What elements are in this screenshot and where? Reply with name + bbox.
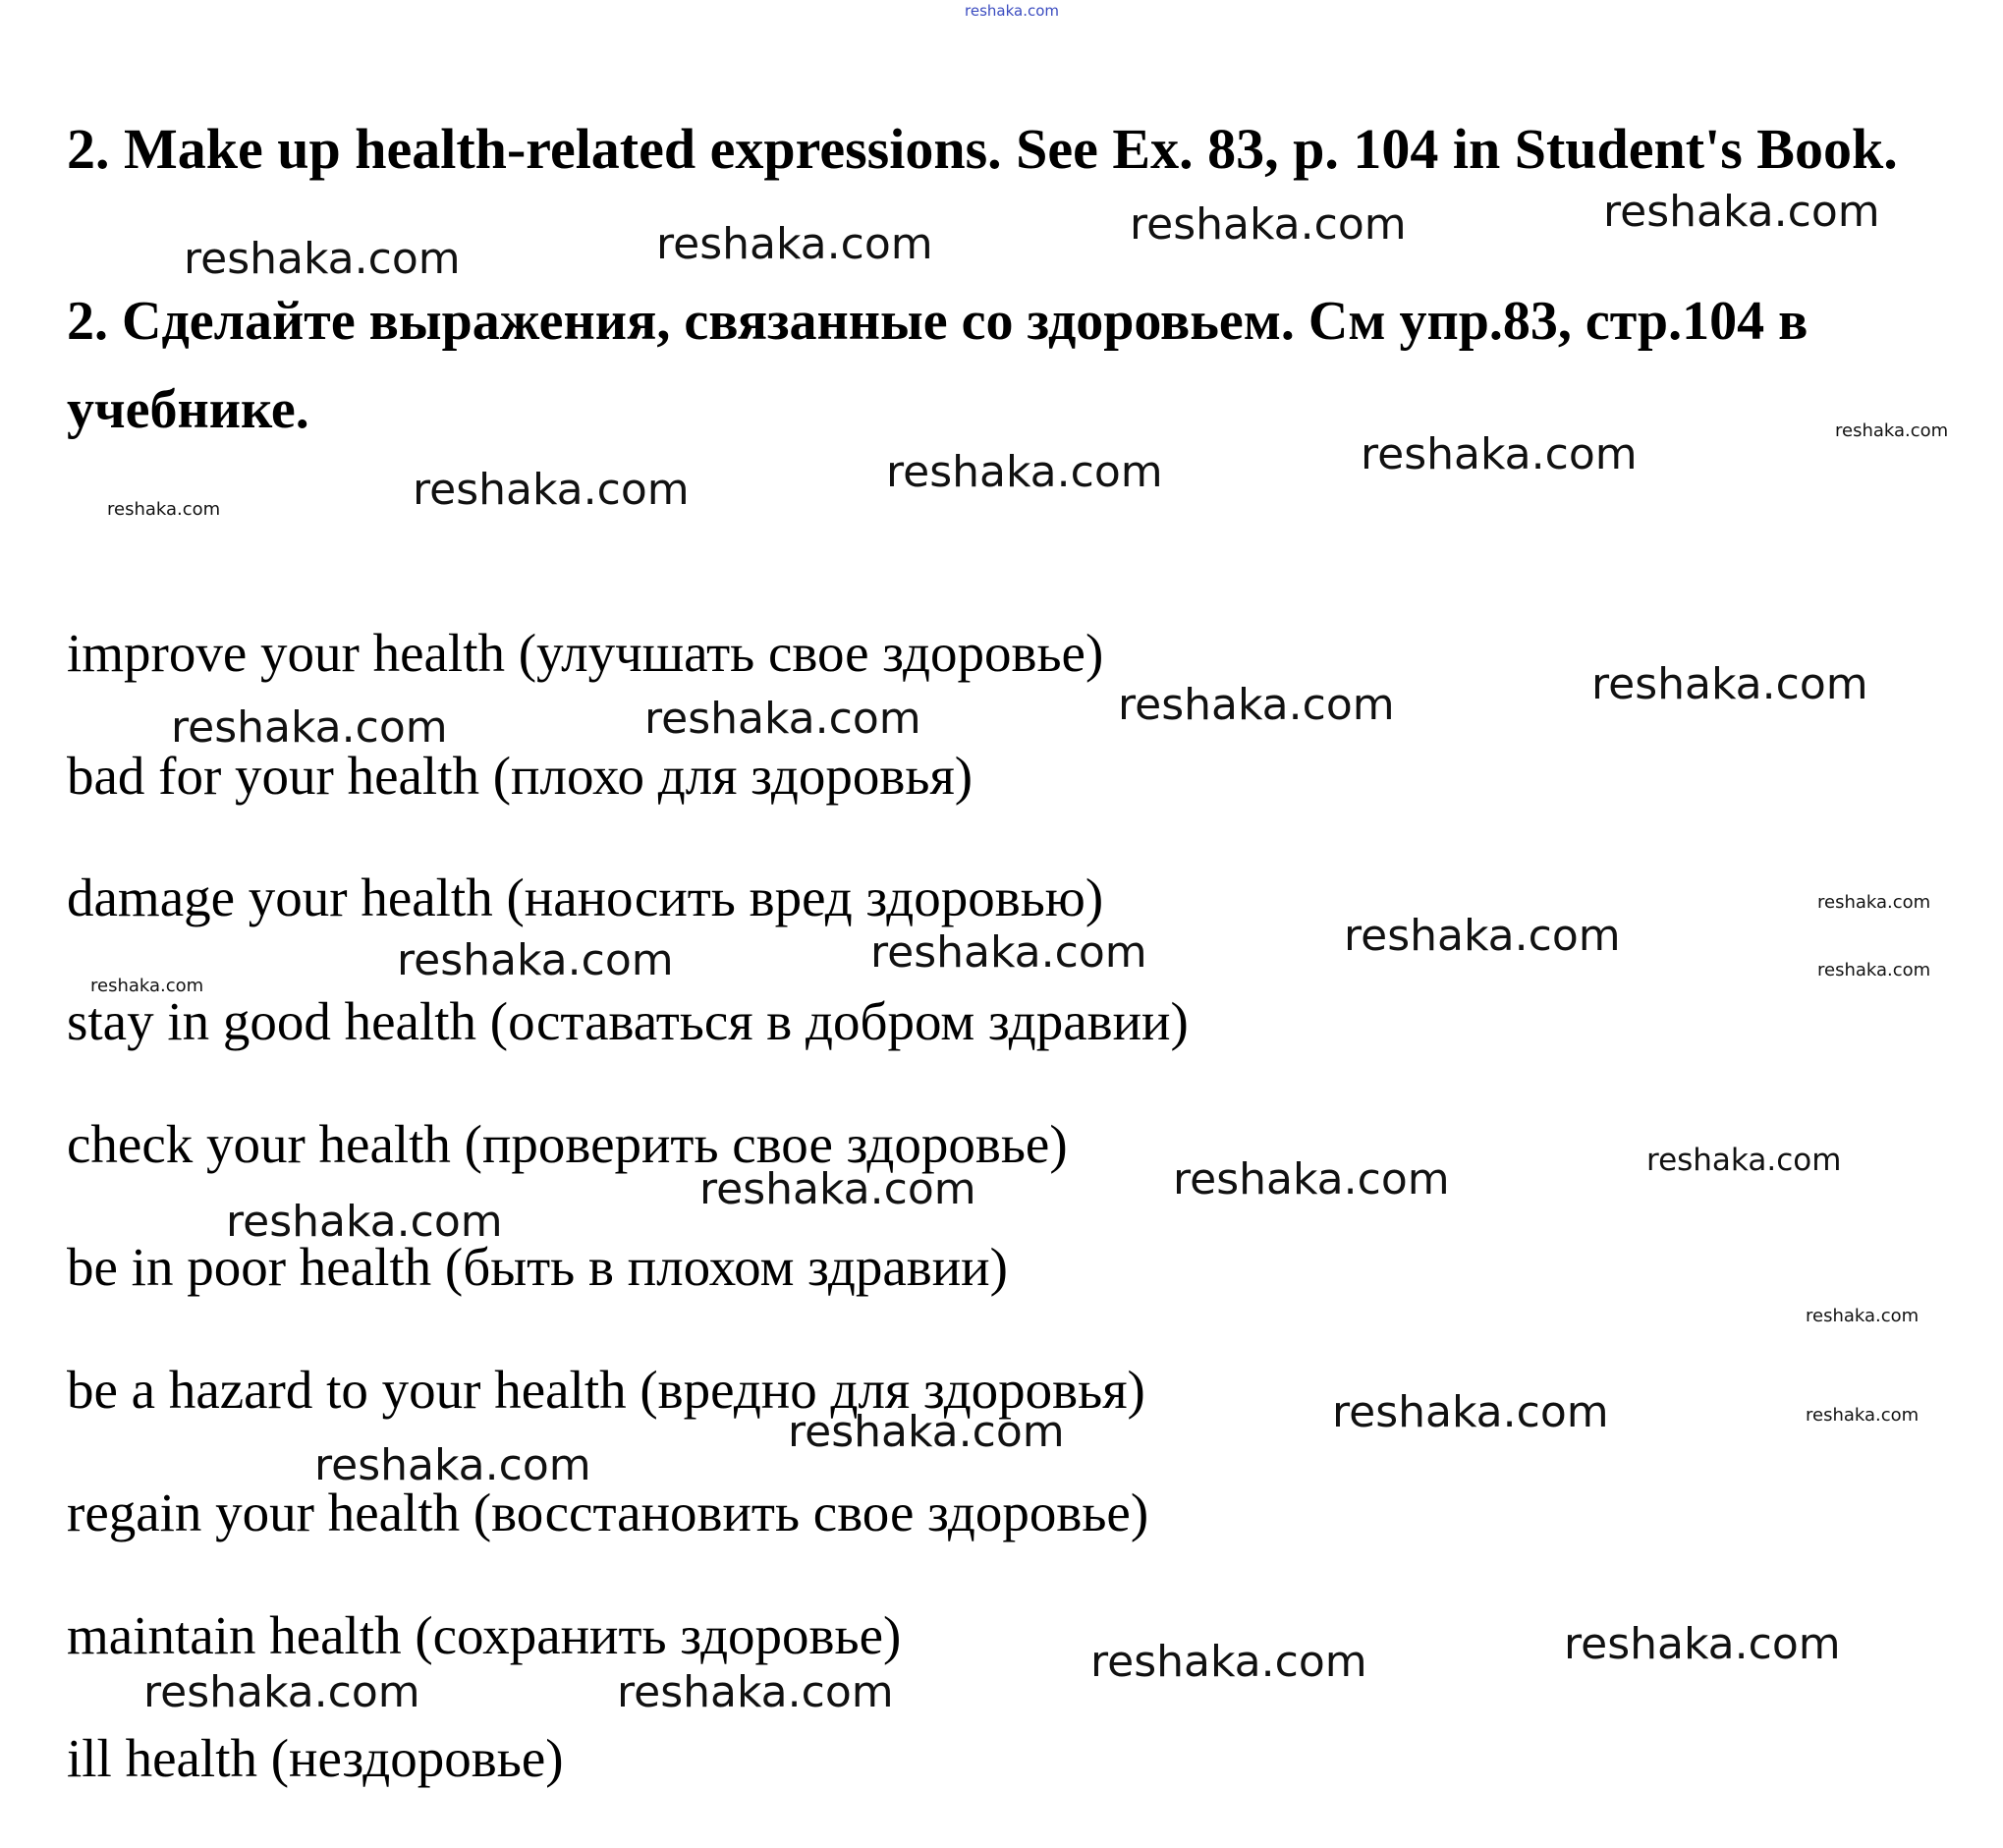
watermark: reshaka.com — [1344, 911, 1621, 961]
expression-item: stay in good health (оставаться в добром здравии) — [67, 991, 1189, 1051]
site-header-link[interactable]: reshaka.com — [965, 2, 1059, 20]
expression-item: check your health (проверить свое здоровье) — [67, 1114, 1068, 1174]
watermark: reshaka.com — [870, 927, 1147, 978]
watermark: reshaka.com — [644, 694, 921, 744]
watermark: reshaka.com — [1817, 892, 1931, 913]
watermark: reshaka.com — [1173, 1154, 1450, 1204]
watermark: reshaka.com — [1817, 960, 1931, 980]
watermark: reshaka.com — [1118, 680, 1395, 730]
watermark: reshaka.com — [397, 935, 674, 985]
task-title-english: 2. Make up health-related expressions. See Ex. 83, p. 104 in Student's Book. — [67, 117, 1898, 181]
watermark: reshaka.com — [107, 499, 221, 520]
watermark: reshaka.com — [788, 1407, 1065, 1457]
expression-item: improve your health (улучшать свое здоровье) — [67, 623, 1104, 683]
watermark: reshaka.com — [1591, 659, 1868, 709]
expression-item: bad for your health (плохо для здоровья) — [67, 746, 974, 806]
watermark: reshaka.com — [617, 1667, 894, 1717]
expression-item: be in poor health (быть в плохом здравии) — [67, 1237, 1008, 1297]
watermark: reshaka.com — [1603, 187, 1880, 237]
watermark: reshaka.com — [1361, 429, 1638, 479]
watermark: reshaka.com — [886, 447, 1163, 497]
watermark: reshaka.com — [1564, 1619, 1841, 1669]
expression-item: be a hazard to your health (вредно для здоровья) — [67, 1360, 1145, 1420]
watermark: reshaka.com — [143, 1667, 420, 1717]
task-title-russian-line1: 2. Сделайте выражения, связанные со здоровьем. См упр.83, стр.104 в — [67, 291, 1808, 352]
expression-item: damage your health (наносить вред здоровью) — [67, 868, 1104, 927]
watermark: reshaka.com — [184, 234, 461, 284]
watermark: reshaka.com — [413, 465, 690, 515]
watermark: reshaka.com — [1130, 199, 1407, 250]
watermark: reshaka.com — [90, 976, 204, 996]
watermark: reshaka.com — [1835, 420, 1949, 441]
watermark: reshaka.com — [1090, 1637, 1367, 1687]
expression-item: ill health (нездоровье) — [67, 1728, 564, 1788]
expression-item: maintain health (сохранить здоровье) — [67, 1605, 902, 1665]
watermark: reshaka.com — [699, 1164, 976, 1214]
watermark: reshaka.com — [656, 219, 933, 269]
watermark: reshaka.com — [226, 1197, 503, 1247]
task-title-russian-line2: учебнике. — [67, 379, 309, 440]
watermark: reshaka.com — [1806, 1405, 1920, 1426]
watermark: reshaka.com — [1806, 1306, 1920, 1326]
watermark: reshaka.com — [1646, 1143, 1842, 1178]
watermark: reshaka.com — [171, 702, 448, 753]
watermark: reshaka.com — [1332, 1387, 1609, 1437]
watermark: reshaka.com — [314, 1440, 591, 1490]
expression-item: regain your health (восстановить свое здоровье) — [67, 1483, 1149, 1542]
